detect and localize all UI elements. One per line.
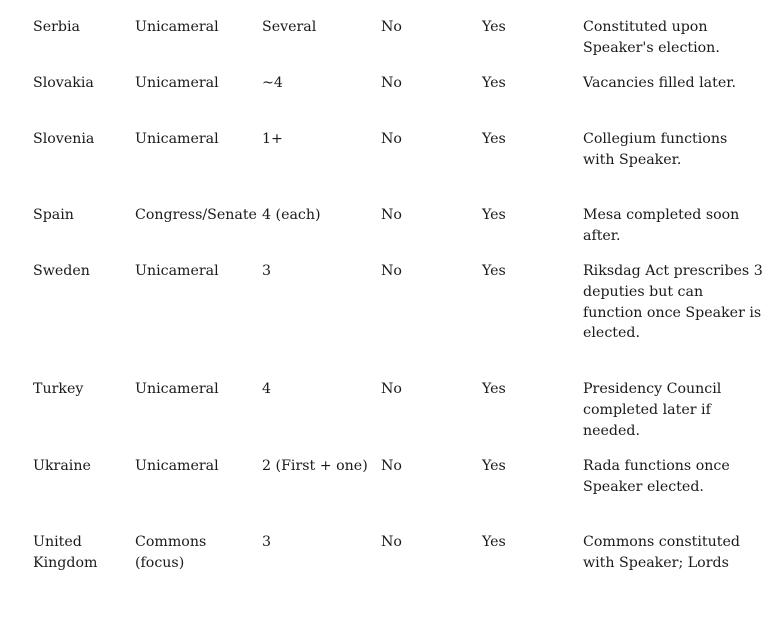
count-cell: 1+ — [262, 131, 283, 147]
column-4-cell: No — [381, 207, 402, 223]
structure-cell: Commons (focus) — [135, 534, 207, 571]
country-cell: Serbia — [33, 19, 80, 35]
column-5-cell: Yes — [482, 19, 506, 35]
count-cell: 4 (each) — [262, 207, 321, 223]
notes-cell: Presidency Council completed later if needed. — [583, 381, 722, 439]
country-cell: Turkey — [33, 381, 84, 397]
structure-cell: Unicameral — [135, 75, 219, 91]
column-5-cell: Yes — [482, 263, 506, 279]
notes-cell: Riksdag Act prescribes 3 deputies but can function once Speaker is elected. — [583, 263, 763, 342]
count-cell: Several — [262, 19, 317, 35]
notes-cell: Commons constituted with Speaker; Lords — [583, 534, 740, 571]
column-5-cell: Yes — [482, 381, 506, 397]
notes-cell: Mesa completed soon after. — [583, 207, 740, 244]
count-cell: ~4 — [262, 75, 283, 91]
column-5-cell: Yes — [482, 131, 506, 147]
country-cell: Ukraine — [33, 458, 91, 474]
notes-cell: Vacancies filled later. — [583, 75, 736, 91]
column-5-cell: Yes — [482, 207, 506, 223]
notes-cell: Collegium functions with Speaker. — [583, 131, 728, 168]
column-5-cell: Yes — [482, 534, 506, 550]
column-5-cell: Yes — [482, 458, 506, 474]
structure-cell: Unicameral — [135, 19, 219, 35]
country-cell: Sweden — [33, 263, 90, 279]
notes-cell: Constituted upon Speaker's election. — [583, 19, 720, 56]
column-4-cell: No — [381, 19, 402, 35]
count-cell: 4 — [262, 381, 272, 397]
count-cell: 3 — [262, 534, 272, 550]
country-cell: Slovakia — [33, 75, 94, 91]
country-cell: United Kingdom — [33, 534, 98, 571]
column-4-cell: No — [381, 458, 402, 474]
structure-cell: Congress/Senate — [135, 207, 257, 223]
structure-cell: Unicameral — [135, 263, 219, 279]
column-4-cell: No — [381, 75, 402, 91]
country-cell: Spain — [33, 207, 74, 223]
notes-cell: Rada functions once Speaker elected. — [583, 458, 730, 495]
count-cell: 2 (First + one) — [262, 458, 368, 474]
column-4-cell: No — [381, 534, 402, 550]
structure-cell: Unicameral — [135, 131, 219, 147]
column-4-cell: No — [381, 263, 402, 279]
column-4-cell: No — [381, 131, 402, 147]
structure-cell: Unicameral — [135, 381, 219, 397]
country-cell: Slovenia — [33, 131, 95, 147]
column-5-cell: Yes — [482, 75, 506, 91]
count-cell: 3 — [262, 263, 272, 279]
column-4-cell: No — [381, 381, 402, 397]
structure-cell: Unicameral — [135, 458, 219, 474]
